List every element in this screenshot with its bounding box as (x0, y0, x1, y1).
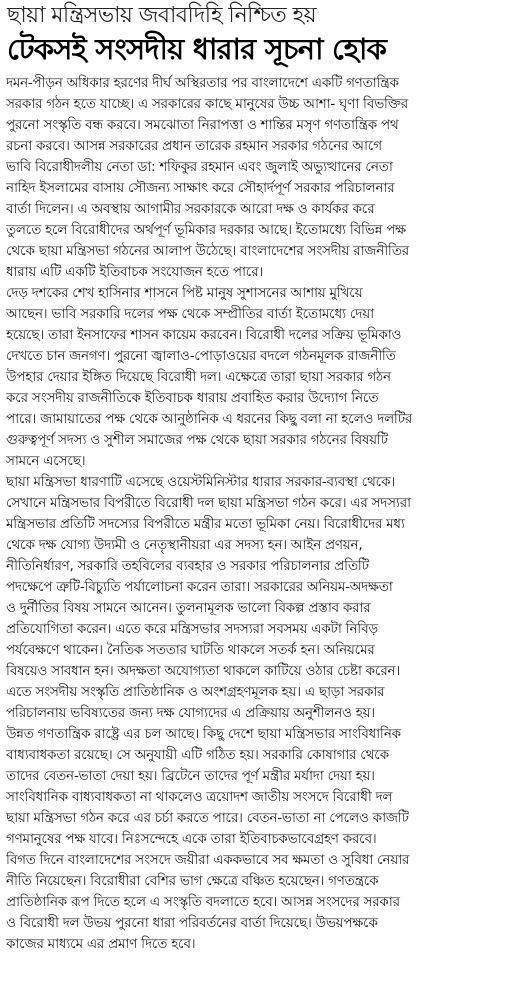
text-line: তাদের বেতন-ভাতা দেয়া হয়। ব্রিটেনে তাদের পূর্ণ মন্ত্রীর মর্যাদা দেয়া হয়। (6, 768, 375, 784)
article-kicker: ছায়া মন্ত্রিসভায় জবাবদিহি নিশ্চিত হয় (7, 3, 316, 28)
text-line: বার্তা দিলেন। এ অবস্থায় আগামীর সরকারকে আরো দক্ষ ও কার্যকর করে (6, 201, 375, 217)
text-line: প্রতিযোগিতা করেন। এতে করে মন্ত্রিসভার সদস্যরা সবসময় একটা নিবিড় (6, 621, 378, 637)
text-line: পদক্ষেপে ত্রুটি-বিচ্যুতি পর্যালোচনা করেন তারা। সরকারের অনিয়ম-অদক্ষতা (6, 579, 393, 595)
text-line: দেড় দশকের শেখ হাসিনার শাসনে পিষ্ট মানুষ সুশাসনের আশায় মুখিয়ে (6, 285, 363, 301)
text-line: পর্যবেক্ষণে থাকেন। নৈতিক সততার ঘাটতি থাকলে সতর্ক হন। অনিয়মের (6, 642, 375, 658)
text-line: মন্ত্রিসভার প্রতিটি সদস্যের বিপরীতে মন্ত্রীর মতো ভূমিকা নেয়। বিরোধীদের মধ্য (6, 516, 405, 532)
article-headline: টেকসই সংসদীয় ধারার সূচনা হোক (7, 32, 387, 66)
text-line: নীতিনির্ধারণ, সরকারি তহবিলের ব্যবহার ও সরকার পরিচালনার প্রতিটি (6, 558, 369, 574)
text-line: ছায়া মন্ত্রিসভা ধারণাটি এসেছে ওয়েস্টমিনিস্টার ধারার সরকার-ব্যবস্থা থেকে। (6, 474, 395, 490)
text-line: পুরনো সংস্কৃতি বন্ধ করবে। সমঝোতা নিরাপত্তা ও শান্তির মসৃণ গণতান্ত্রিক পথ (6, 117, 399, 133)
text-line: পরিচালনায় ভবিষ্যতের জন্য দক্ষ যোগ্যদের এ প্রক্রিয়ায় অনুশীলনও হয়। (6, 705, 375, 721)
article-paragraph (6, 472, 517, 724)
text-line: থেকে ছায়া মন্ত্রিসভা গঠনের আলাপ উঠেছে। বাংলাদেশের সংসদীয় রাজনীতির (6, 243, 409, 259)
text-line: সরকার গঠন হতে যাচ্ছে। এ সরকারের কাছে মানুষের উচ্চ আশা- ঘৃণা বিভক্তির (6, 96, 408, 112)
text-line: আছেন। ভাবি সরকারি দলের পক্ষ থেকে সম্প্রীতির বার্তা ইতোমধ্যে দেয়া (6, 306, 374, 322)
text-line: বিগত দিনে বাংলাদেশের সংসদে জয়ীরা এককভাবে সব ক্ষমতা ও সুবিধা নেয়ার (6, 852, 410, 868)
text-line: করে সংসদীয় রাজনীতিকে ইতিবাচক ধারায় প্রবাহিত করার উদ্যোগ নিতে (6, 390, 379, 406)
text-line: প্রাতিষ্ঠানিক রূপ দিতে হলে এ সংস্কৃতি বদলাতে হবে। আসন্ন সংসদের সরকার (6, 894, 400, 910)
text-line: উপহার দেয়ার ইঙ্গিত দিয়েছে বিরোধী দল। এক্ষেত্রে তারা ছায়া সরকার গঠন (6, 369, 391, 385)
text-line: ভাবি বিরোধীদলীয় নেতা ডা: শফিকুর রহমান এবং জুলাই অভ্যুত্থানের নেতা (6, 159, 393, 175)
text-line: সাংবিধানিক বাধ্যবাধকতা না থাকলেও ত্রয়োদশ জাতীয় সংসদে বিরোধী দল (6, 789, 393, 805)
text-line: থেকে দক্ষ যোগ্য উদ্যমী ও নেতৃস্থানীয়রা এর সদস্য হন। আইন প্রণয়ন, (6, 537, 363, 553)
text-line: ছায়া মন্ত্রিসভা গঠন করে এর চর্চা করতে পারে। বেতন-ভাতা না পেলেও কাজটি (6, 810, 409, 826)
text-line: সামনে এসেছে। (6, 453, 86, 469)
text-line: উন্নত গণতান্ত্রিক রাষ্ট্রে এর চল আছে। কিছু দেশে ছায়া মন্ত্রিসভার সাংবিধানিক (6, 726, 401, 742)
text-line: দেখতে চান জনগণ। পুরনো জ্বালাও-পোড়াওয়ের বদলে গঠনমূলক রাজনীতি (6, 348, 396, 364)
text-line: কাজের মাধ্যমে এর প্রমাণ দিতে হবে। (6, 936, 196, 952)
text-line: বিষয়েও সাবধান হন। অদক্ষতা অযোগ্যতা থাকলে কাটিয়ে ওঠার চেষ্টা করেন। (6, 663, 400, 679)
text-line: গুরুত্বপূর্ণ সদস্য ও সুশীল সমাজের পক্ষ থেকে ছায়া সরকার গঠনের বিষয়টি (6, 432, 388, 448)
text-line: নাহিদ ইসলামের বাসায় সৌজন্য সাক্ষাৎ করে সৌহার্দপূর্ণ সরকার পরিচালনার (6, 180, 395, 196)
text-line: বাধ্যবাধকতা রয়েছে। সে অনুযায়ী এটি গঠিত হয়। সরকারি কোষাগার থেকে (6, 747, 389, 763)
article-paragraph (6, 283, 517, 472)
text-line: হয়েছে। তারা ইনসাফের শাসন কায়েম করবেন। বিরোধী দলের সক্রিয় ভূমিকাও (6, 327, 402, 343)
editorial-article (6, 2, 517, 987)
text-line: রচনা করবে। আসন্ন সরকারের প্রধান তারেক রহমান সরকার গঠনের আগে (6, 138, 382, 154)
text-line: সেখানে মন্ত্রিসভার বিপরীতে বিরোধী দল ছায়া মন্ত্রিসভা গঠন করে। এর সদস্যরা (6, 495, 411, 511)
text-line: ও দুর্নীতির বিষয় সামনে আনেন। তুলনামূলক ভালো বিকল্প প্রস্তাব করার (6, 600, 371, 616)
text-line: এতে সংসদীয় সংস্কৃতি প্রাতিষ্ঠানিক ও অংশগ্রহণমূলক হয়। এ ছাড়া সরকার (6, 684, 385, 700)
text-line: তুলতে হলে বিরোধীদের অর্থপূর্ণ ভূমিকার দরকার আছে। ইতোমধ্যে বিভিন্ন পক্ষ (6, 222, 406, 238)
article-body (6, 73, 517, 955)
article-paragraph (6, 724, 517, 850)
text-line: দমন-পীড়ন অধিকার হরণের দীর্ঘ অস্থিরতার পর বাংলাদেশে একটি গণতান্ত্রিক (6, 75, 399, 91)
text-line: পারে। জামায়াতের পক্ষ থেকে আনুষ্ঠানিক এ ধরনের কিছু বলা না হলেও দলটির (6, 411, 413, 427)
article-paragraph (6, 73, 517, 283)
article-paragraph (6, 850, 517, 955)
text-line: গণমানুষের পক্ষ যাবে। নিঃসন্দেহে একে তারা ইতিবাচকভাবেগ্রহণ করবে। (6, 831, 377, 847)
text-line: ও বিরোধী দল উভয় পুরনো ধারা পরিবর্তনের বার্তা দিয়েছে। উভয়পক্ষকে (6, 915, 378, 931)
text-line: নীতি নিয়েছেন। বিরোধীরা বেশির ভাগ ক্ষেত্রে বঞ্চিত হয়েছেন। গণতন্ত্রকে (6, 873, 379, 889)
text-line: ধারায় এটি একটি ইতিবাচক সংযোজন হতে পারে। (6, 264, 263, 280)
